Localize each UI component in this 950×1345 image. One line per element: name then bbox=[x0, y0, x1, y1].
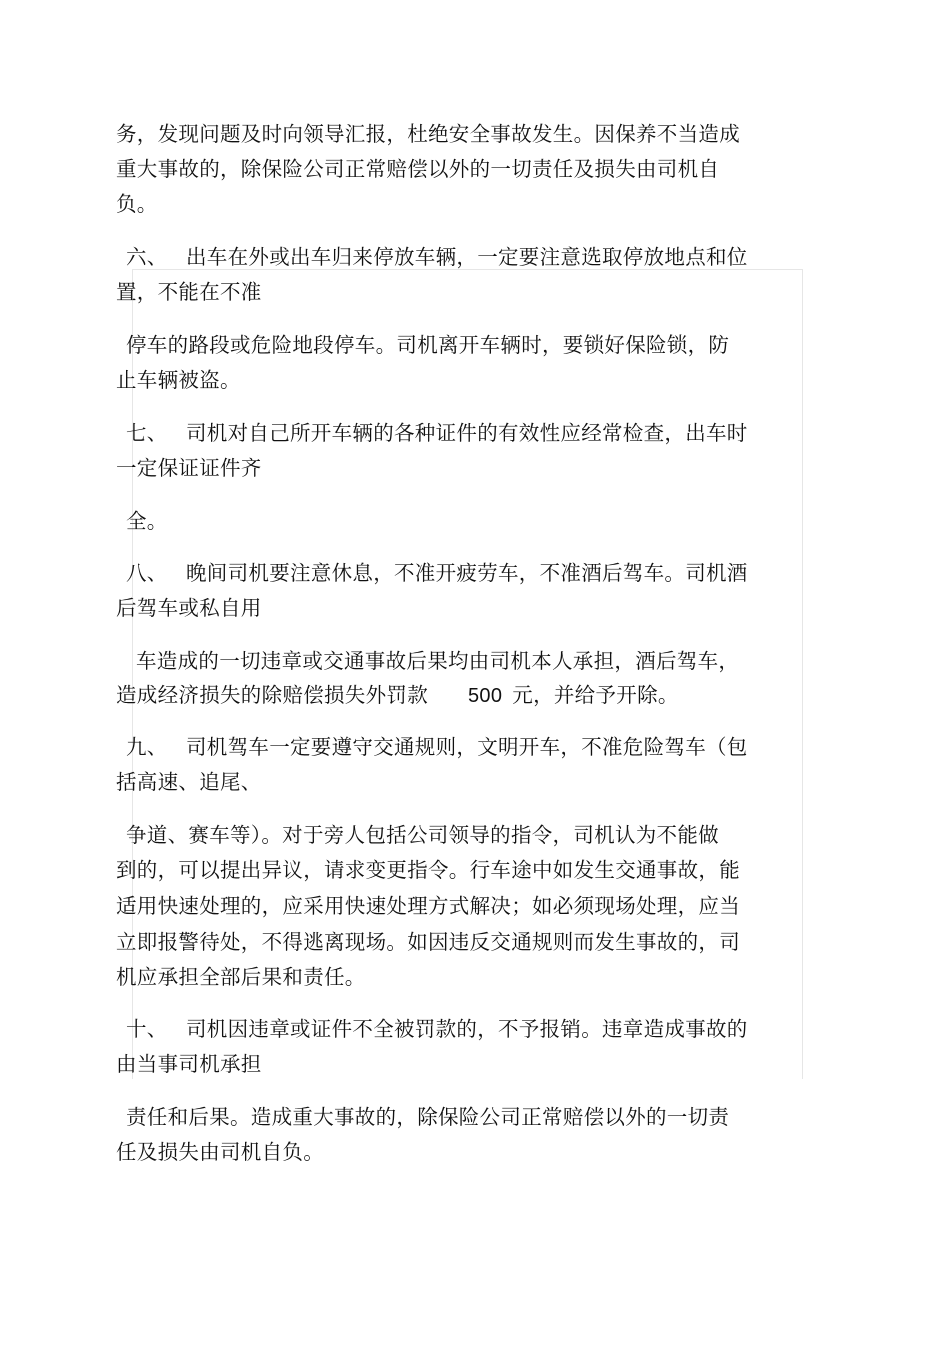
text-line: 机应承担全部后果和责任。 bbox=[116, 965, 366, 989]
frame-border-right bbox=[802, 269, 803, 1079]
text-line: 司机驾车一定要遵守交通规则，文明开车，不准危险驾车（包 bbox=[186, 735, 748, 759]
clause-number: 七、 bbox=[126, 421, 168, 445]
text-line bbox=[116, 682, 679, 709]
clause-ten-heading bbox=[126, 1016, 748, 1042]
clause-number: 十、 bbox=[126, 1017, 168, 1041]
text-line: 到的，可以提出异议，请求变更指令。行车途中如发生交通事故，能 bbox=[116, 858, 740, 882]
text-line: 括高速、追尾、 bbox=[116, 770, 262, 794]
text-line: 负。 bbox=[116, 192, 158, 216]
clause-eight-heading bbox=[126, 560, 748, 586]
fine-amount: 500 bbox=[468, 685, 503, 707]
text-line: 由当事司机承担 bbox=[116, 1052, 262, 1076]
clause-number: 八、 bbox=[126, 561, 168, 585]
text-line: 全。 bbox=[126, 509, 168, 533]
text-line: 后驾车或私自用 bbox=[116, 596, 262, 620]
text-line: 晚间司机要注意休息，不准开疲劳车，不准酒后驾车。司机酒 bbox=[186, 561, 748, 585]
text-line: 责任和后果。造成重大事故的，除保险公司正常赔偿以外的一切责 bbox=[126, 1105, 730, 1129]
clause-number: 六、 bbox=[126, 245, 168, 269]
text-line: 出车在外或出车归来停放车辆，一定要注意选取停放地点和位 bbox=[186, 245, 748, 269]
text-line: 止车辆被盗。 bbox=[116, 368, 241, 392]
text-line: 重大事故的，除保险公司正常赔偿以外的一切责任及损失由司机自 bbox=[116, 157, 720, 181]
clause-six-heading bbox=[126, 244, 748, 270]
text-line: 适用快速处理的，应采用快速处理方式解决；如必须现场处理，应当 bbox=[116, 894, 740, 918]
text-line: 务，发现问题及时向领导汇报，杜绝安全事故发生。因保养不当造成 bbox=[116, 122, 740, 146]
clause-number: 九、 bbox=[126, 735, 168, 759]
text-line: 立即报警待处，不得逃离现场。如因违反交通规则而发生事故的，司 bbox=[116, 930, 740, 954]
text-line: 争道、赛车等）。对于旁人包括公司领导的指令，司机认为不能做 bbox=[126, 823, 719, 847]
clause-nine-heading bbox=[126, 734, 748, 760]
text-segment: 元，并给予开除。 bbox=[512, 683, 679, 707]
clause-seven-heading bbox=[126, 420, 748, 446]
text-line: 任及损失由司机自负。 bbox=[116, 1140, 324, 1164]
text-line: 置，不能在不准 bbox=[116, 280, 262, 304]
text-line: 司机对自己所开车辆的各种证件的有效性应经常检查，出车时 bbox=[186, 421, 748, 445]
text-line: 停车的路段或危险地段停车。司机离开车辆时，要锁好保险锁，防 bbox=[126, 333, 730, 357]
text-line: 车造成的一切违章或交通事故后果均由司机本人承担，酒后驾车， bbox=[136, 649, 740, 673]
text-line: 一定保证证件齐 bbox=[116, 456, 262, 480]
text-segment: 造成经济损失的除赔偿损失外罚款 bbox=[116, 683, 428, 707]
text-line: 司机因违章或证件不全被罚款的，不予报销。违章造成事故的 bbox=[186, 1017, 748, 1041]
